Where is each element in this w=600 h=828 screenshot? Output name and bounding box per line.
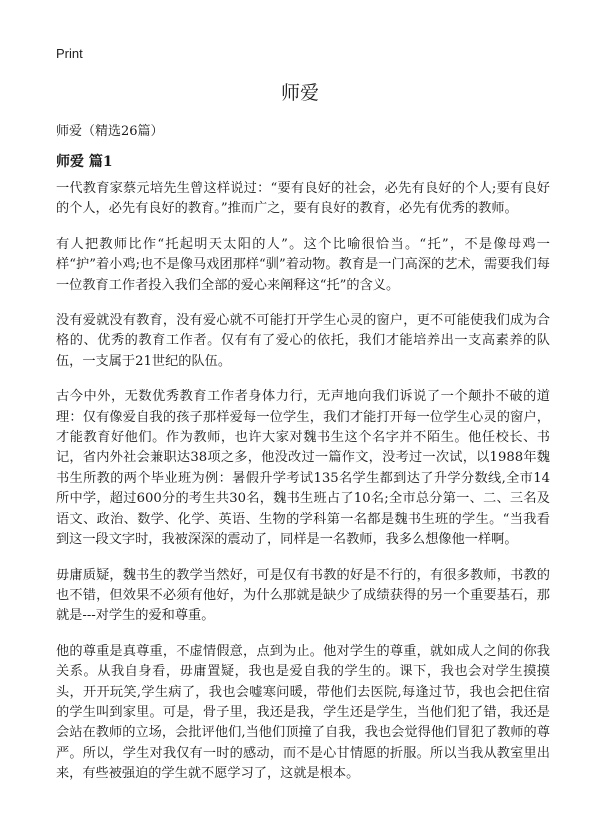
- paragraph: 没有爱就没有教育，没有爱心就不可能打开学生心灵的窗户，更不可能使我们成为合格的、优秀的教育工作者。仅有有了爱心的依托，我们才能培养出一支高素养的队伍，一支属于21世纪的队伍。: [56, 313, 550, 369]
- paragraph: 他的尊重是真尊重，不虚情假意，点到为止。他对学生的尊重，就如成人之间的你我关系。从我自身看，毋庸置疑，我也是爱自我的学生的。课下，我也会对学生摸摸头，开开玩笑,学生病了，我也会嘘寒问暖，带他们去医院,每逢过节，我也会把住宿的学生叫到家里。可是，骨子里，我还是我，学生还是学生，当他们犯了错，我还是会站在教师的立场，会批评他们,当他们顶撞了自我，我也会觉得他们冒犯了教师的尊严。所以，学生对我仅有一时的感动，而不是心甘情愿的折服。所以当我从教室里出来，有些被强迫的学生就不愿学习了，这就是根本。: [56, 643, 550, 782]
- article-body: [56, 179, 550, 800]
- paragraph: 一代教育家蔡元培先生曾这样说过：“要有良好的社会，必先有良好的个人;要有良好的个人，必先有良好的教育。”推而广之，要有良好的教育，必先有优秀的教师。: [56, 181, 550, 217]
- section-heading: 师爱 篇1: [56, 154, 113, 170]
- page-title: 师爱: [280, 82, 319, 104]
- paragraph: 古今中外，无数优秀教育工作者身体力行，无声地向我们诉说了一个颠扑不破的道理：仅有像爱自我的孩子那样爱每一位学生，我们才能打开每一位学生心灵的窗户，才能教育好他们。作为教师，也许大家对魏书生这个名字并不陌生。他任校长、书记，省内外社会兼职达38项之多，他没改过一篇作文，没考过一次试，以1988年魏书生所教的两个毕业班为例：暑假升学考试135名学生都到达了升学分数线,全市14所中学，超过600分的考生共30名，魏书生班占了10名;全市总分第一、二、三名及语文、政治、数学、化学、英语、生物的学科第一名都是魏书生班的学生。“当我看到这一段文字时，我被深深的震动了，同样是一名教师，我多么想像他一样啊。: [56, 389, 550, 548]
- paragraph: 毋庸质疑，魏书生的教学当然好，可是仅有书教的好是不行的，有很多教师，书教的也不错，但效果不必须有他好，为什么那就是缺少了成绩获得的另一个重要基石，那就是---对学生的爱和尊重。: [56, 567, 550, 624]
- document-subtitle: 师爱（精选26篇）: [56, 124, 164, 139]
- paragraph: 有人把教师比作“托起明天太阳的人”。这个比喻很恰当。“托”，不是像母鸡一样“护”着小鸡;也不是像马戏团那样“驯”着动物。教育是一门高深的艺术，需要我们每一位教育工作者投入我们全部的爱心来阐释这“托”的含义。: [56, 236, 550, 293]
- print-link[interactable]: Print: [56, 46, 83, 61]
